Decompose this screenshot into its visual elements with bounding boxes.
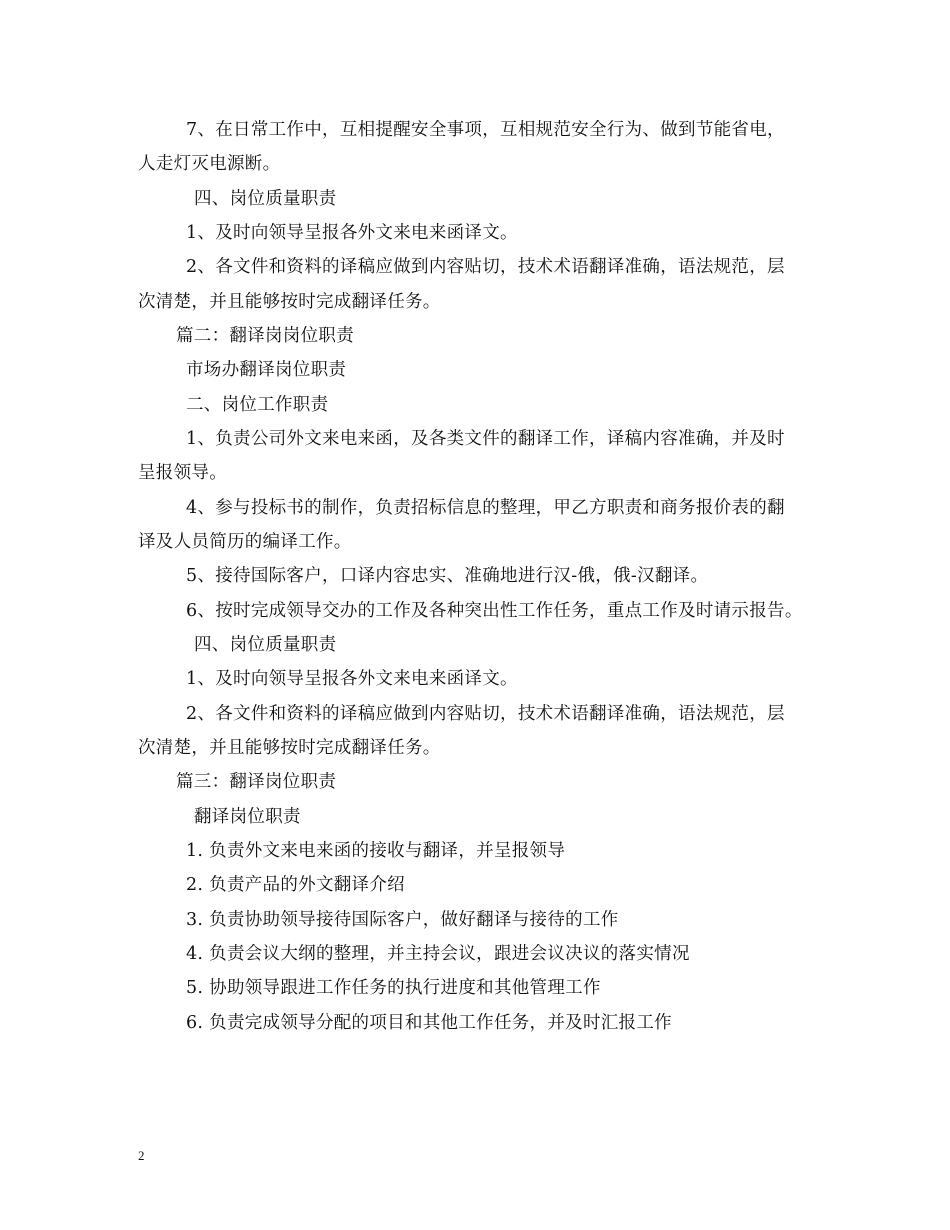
body-line: 4、参与投标书的制作，负责招标信息的整理，甲乙方职责和商务报价表的翻 [186, 498, 785, 518]
document-title: 市场办翻译岗位职责 [186, 360, 347, 380]
body-line: 次清楚，并且能够按时完成翻译任务。 [138, 292, 441, 312]
section-heading: 二、岗位工作职责 [186, 395, 329, 415]
body-line: 2、各文件和资料的译稿应做到内容贴切，技术术语翻译准确，语法规范，层 [186, 257, 785, 277]
list-item: 2. 负责产品的外文翻译介绍 [186, 875, 405, 895]
body-line: 1、及时向领导呈报各外文来电来函译文。 [186, 669, 518, 689]
document-title: 翻译岗位职责 [194, 807, 301, 827]
body-line: 2、各文件和资料的译稿应做到内容贴切，技术术语翻译准确，语法规范，层 [186, 704, 785, 724]
list-item: 3. 负责协助领导接待国际客户，做好翻译与接待的工作 [186, 910, 619, 930]
section-heading: 四、岗位质量职责 [194, 635, 337, 655]
body-line: 7、在日常工作中，互相提醒安全事项，互相规范安全行为、做到节能省电， [186, 120, 785, 140]
section-heading: 四、岗位质量职责 [194, 189, 337, 209]
list-item: 6. 负责完成领导分配的项目和其他工作任务，并及时汇报工作 [186, 1013, 672, 1033]
body-line: 次清楚，并且能够按时完成翻译任务。 [138, 738, 441, 758]
chapter-title: 篇三：翻译岗位职责 [176, 772, 337, 792]
list-item: 4. 负责会议大纲的整理，并主持会议，跟进会议决议的落实情况 [186, 944, 690, 964]
body-line: 译及人员简历的编译工作。 [138, 532, 352, 552]
body-line: 6、按时完成领导交办的工作及各种突出性工作任务，重点工作及时请示报告。 [186, 601, 803, 621]
body-line: 1、及时向领导呈报各外文来电来函译文。 [186, 223, 518, 243]
body-line: 1、负责公司外文来电来函，及各类文件的翻译工作，译稿内容准确，并及时 [186, 429, 785, 449]
page-number: 2 [138, 1148, 145, 1163]
chapter-title: 篇二：翻译岗岗位职责 [176, 326, 354, 346]
body-line: 呈报领导。 [138, 463, 227, 483]
list-item: 1. 负责外文来电来函的接收与翻译，并呈报领导 [186, 841, 566, 861]
list-item: 5. 协助领导跟进工作任务的执行进度和其他管理工作 [186, 978, 601, 998]
body-line: 人走灯灭电源断。 [138, 154, 281, 174]
body-line: 5、接待国际客户，口译内容忠实、准确地进行汉-俄，俄-汉翻译。 [186, 566, 709, 586]
